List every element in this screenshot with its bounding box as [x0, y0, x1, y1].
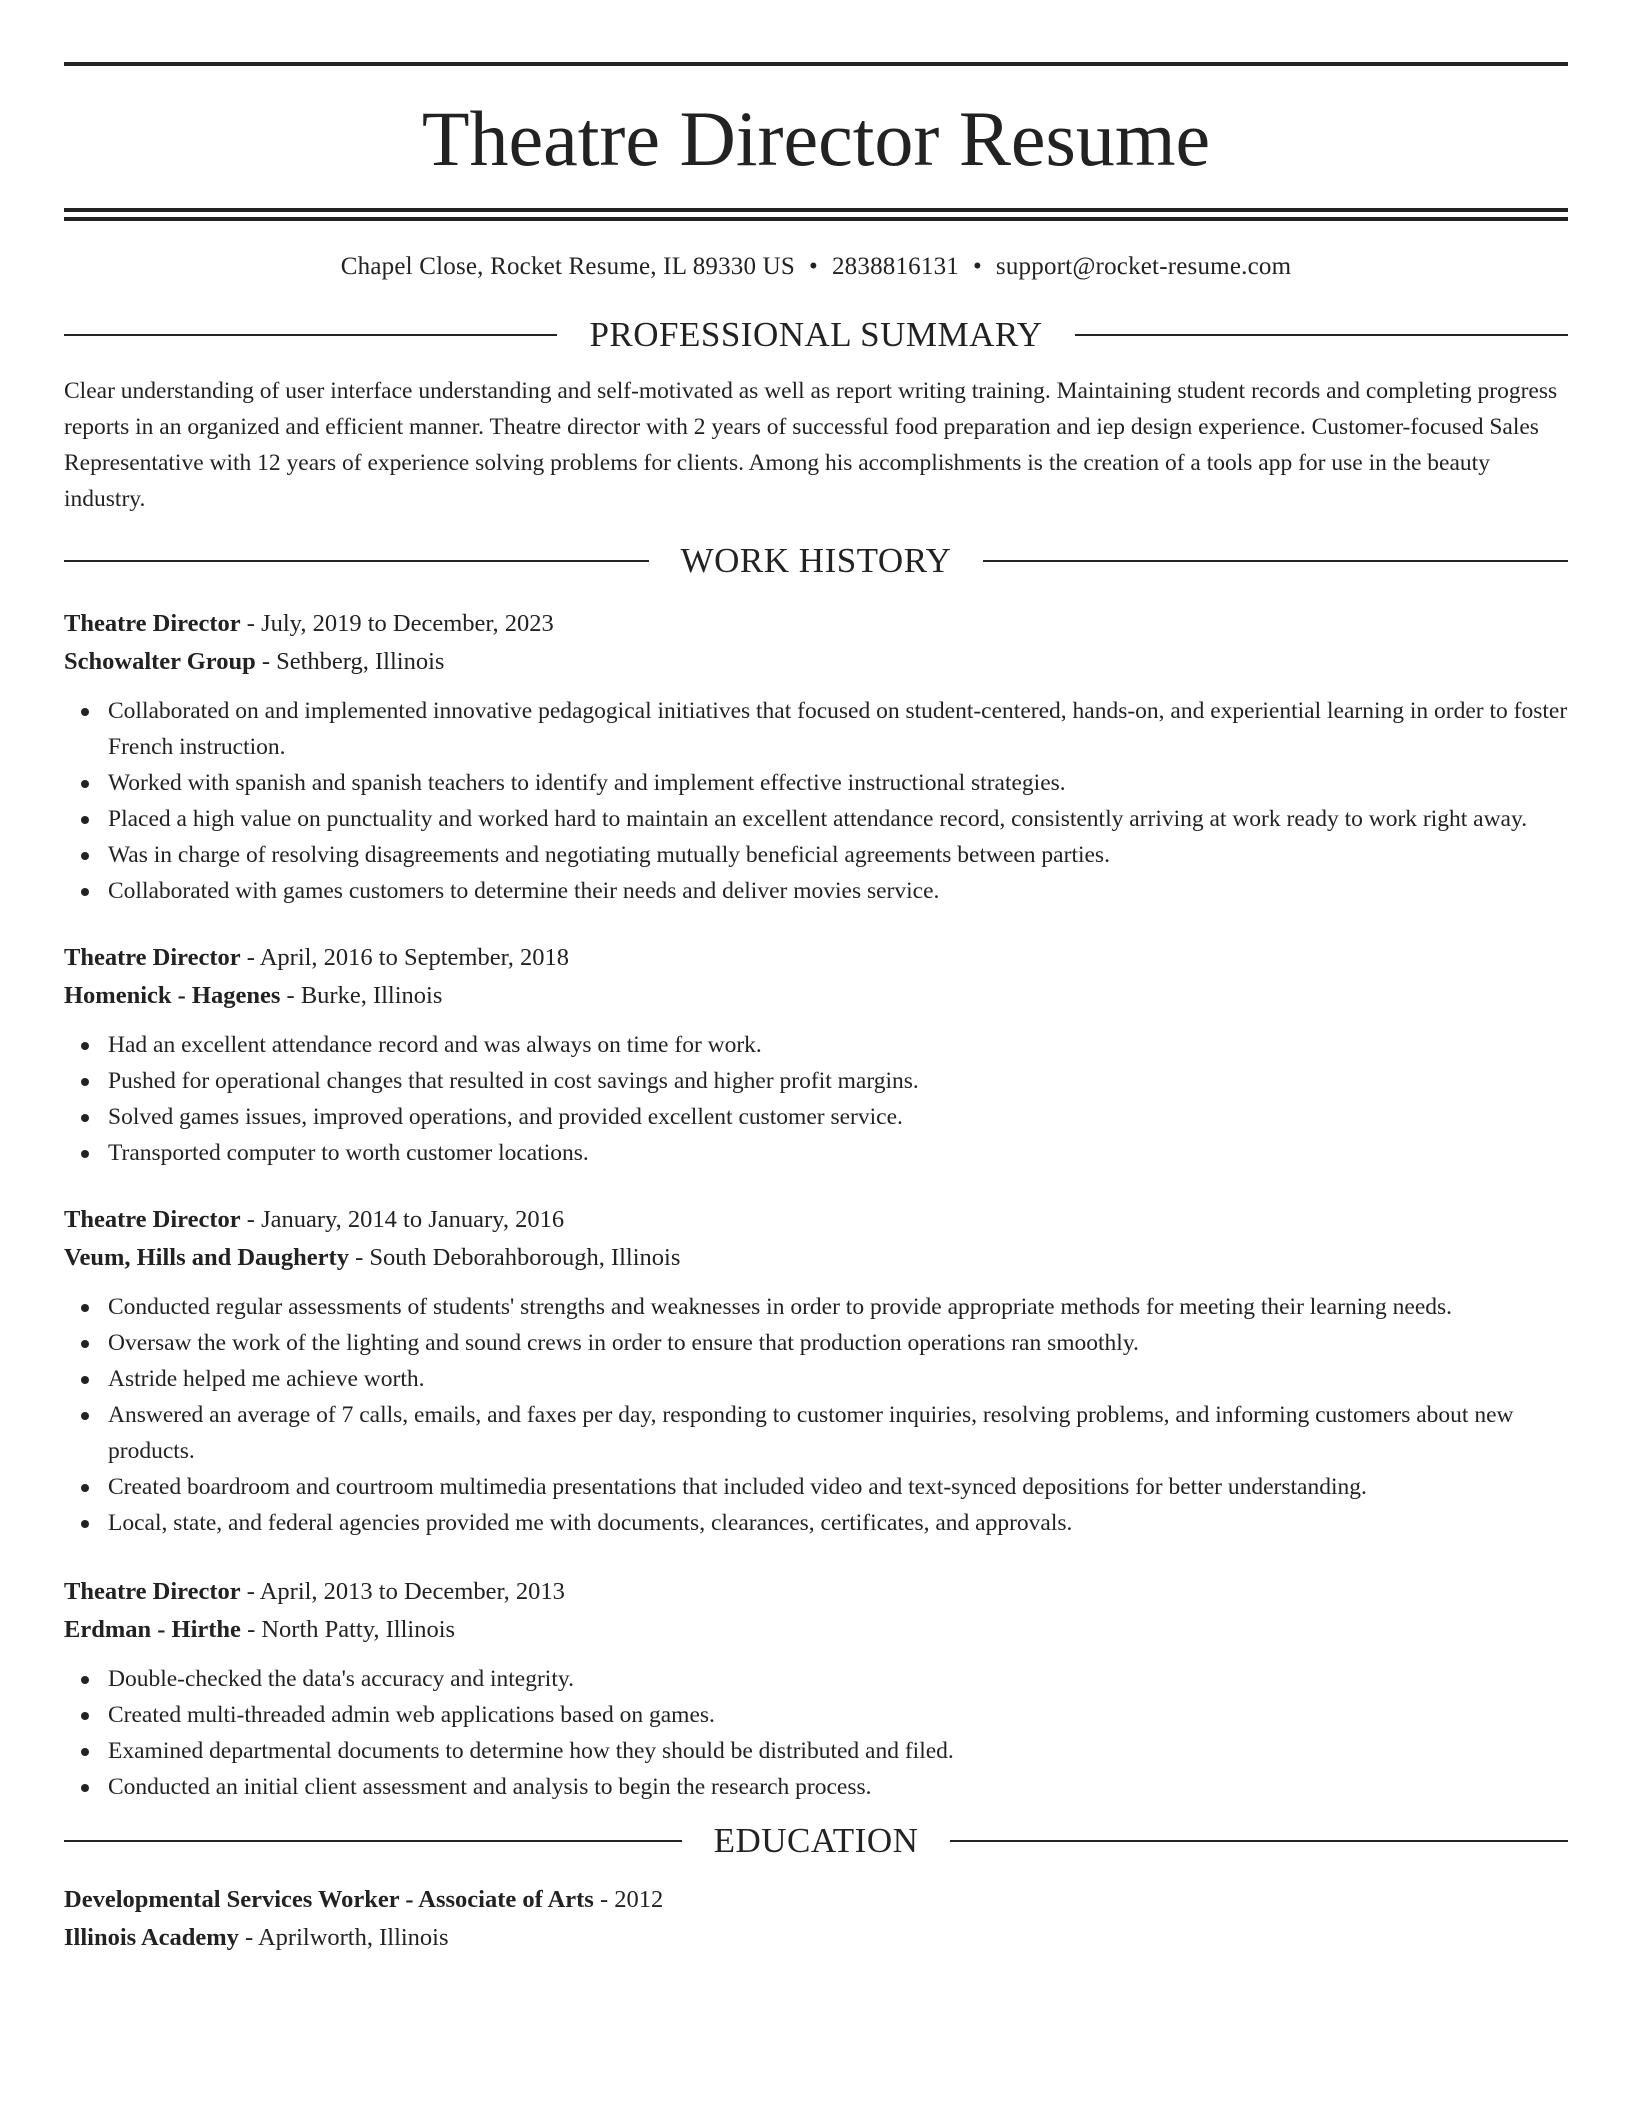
job-location: - Sethberg, Illinois: [255, 647, 445, 675]
job-dates: - July, 2019 to December, 2023: [240, 609, 554, 637]
job-bullet: Double-checked the data's accuracy and integrity.: [64, 1661, 1568, 1697]
heading-rule-right: [983, 560, 1568, 562]
job-bullet: Created boardroom and courtroom multimedia presentations that included video and text-synced depositions for better understanding.: [64, 1469, 1568, 1505]
job-bullet: Placed a high value on punctuality and worked hard to maintain an excellent attendance record, consistently arriving at work ready to work right away.: [64, 801, 1568, 837]
contact-address: Chapel Close, Rocket Resume, IL 89330 US: [340, 253, 796, 280]
job-bullet: Conducted regular assessments of students' strengths and weaknesses in order to provide appropriate methods for meeting their learning needs.: [64, 1289, 1568, 1325]
education-school-line: [64, 1919, 1568, 1957]
education-school: Illinois Academy: [64, 1923, 239, 1951]
job-entry: [64, 1201, 1568, 1541]
education-degree-line: [64, 1881, 1568, 1919]
section-heading-work: [64, 541, 1568, 581]
job-bullet: Answered an average of 7 calls, emails, and faxes per day, responding to customer inquiries, resolving problems, and informing customers about new products.: [64, 1397, 1568, 1469]
job-bullets: [64, 1289, 1568, 1541]
job-location: - Burke, Illinois: [280, 981, 443, 1009]
job-entry: [64, 939, 1568, 1171]
job-bullet: Astride helped me achieve worth.: [64, 1361, 1568, 1397]
job-location: - South Deborahborough, Illinois: [348, 1243, 681, 1271]
job-location: - North Patty, Illinois: [240, 1615, 456, 1643]
contact-email[interactable]: support@rocket-resume.com: [995, 253, 1292, 280]
job-bullet: Local, state, and federal agencies provided me with documents, clearances, certificates, and approvals.: [64, 1505, 1568, 1541]
heading-rule-left: [64, 560, 649, 562]
heading-rule-left: [64, 334, 557, 336]
job-company-line: [64, 1611, 1568, 1649]
job-dates: - April, 2016 to September, 2018: [240, 943, 570, 971]
job-bullets: [64, 1661, 1568, 1805]
job-bullet: Created multi-threaded admin web applications based on games.: [64, 1697, 1568, 1733]
education-degree: Developmental Services Worker - Associate of Arts: [64, 1885, 594, 1913]
job-bullet: Worked with spanish and spanish teachers to identify and implement effective instructional strategies.: [64, 765, 1568, 801]
heading-rule-right: [950, 1840, 1568, 1842]
education-entry: [64, 1881, 1568, 1957]
job-bullet: Examined departmental documents to determine how they should be distributed and filed.: [64, 1733, 1568, 1769]
job-bullet: Conducted an initial client assessment and analysis to begin the research process.: [64, 1769, 1568, 1805]
resume-page: [64, 0, 1568, 1957]
job-bullet: Pushed for operational changes that resulted in cost savings and higher profit margins.: [64, 1063, 1568, 1099]
title-double-rule: [64, 208, 1568, 221]
job-title-line: [64, 605, 1568, 643]
job-company: Homenick - Hagenes: [64, 981, 281, 1009]
job-title: Theatre Director: [64, 1577, 241, 1605]
job-title-line: [64, 1573, 1568, 1611]
heading-rule-left: [64, 1840, 682, 1842]
job-company-line: [64, 643, 1568, 681]
page-title: Theatre Director Resume: [421, 95, 1211, 182]
job-title-line: [64, 939, 1568, 977]
contact-phone: 2838816131: [831, 253, 959, 280]
job-bullet: Collaborated on and implemented innovative pedagogical initiatives that focused on student-centered, hands-on, and experiential learning in order to foster French instruction.: [64, 693, 1568, 765]
job-bullet: Solved games issues, improved operations, and provided excellent customer service.: [64, 1099, 1568, 1135]
job-dates: - January, 2014 to January, 2016: [240, 1205, 565, 1233]
job-bullet: Was in charge of resolving disagreements and negotiating mutually beneficial agreements between parties.: [64, 837, 1568, 873]
education-year: - 2012: [593, 1885, 664, 1913]
job-bullet: Had an excellent attendance record and was always on time for work.: [64, 1027, 1568, 1063]
top-rule: [64, 62, 1568, 66]
job-title: Theatre Director: [64, 1205, 241, 1233]
contact-line: [64, 253, 1568, 281]
section-heading-summary: [64, 315, 1568, 355]
job-bullet: Oversaw the work of the lighting and sound crews in order to ensure that production operations ran smoothly.: [64, 1325, 1568, 1361]
job-entry: [64, 605, 1568, 909]
heading-rule-right: [1075, 334, 1568, 336]
job-company: Erdman - Hirthe: [64, 1615, 241, 1643]
section-title: PROFESSIONAL SUMMARY: [589, 315, 1043, 354]
job-company: Schowalter Group: [64, 647, 256, 675]
job-bullet: Transported computer to worth customer locations.: [64, 1135, 1568, 1171]
job-company: Veum, Hills and Daugherty: [64, 1243, 349, 1271]
section-title: WORK HISTORY: [680, 540, 952, 580]
job-company-line: [64, 977, 1568, 1015]
job-bullets: [64, 693, 1568, 909]
job-dates: - April, 2013 to December, 2013: [240, 1577, 565, 1605]
job-title: Theatre Director: [64, 943, 241, 971]
section-title: EDUCATION: [713, 1820, 919, 1860]
contact-separator: •: [809, 253, 818, 280]
job-bullets: [64, 1027, 1568, 1171]
job-title-line: [64, 1201, 1568, 1239]
job-entry: [64, 1573, 1568, 1805]
section-heading-education: [64, 1821, 1568, 1861]
job-bullet: Collaborated with games customers to determine their needs and deliver movies service.: [64, 873, 1568, 909]
job-title: Theatre Director: [64, 609, 241, 637]
job-company-line: [64, 1239, 1568, 1277]
contact-separator: •: [972, 253, 982, 280]
summary-text: Clear understanding of user interface understanding and self-motivated as well as report writing training. Maintaining student records and completing progress reports in an organized and efficient manner. Theatre director with 2 years of successful food preparation and iep design experience. Customer-focused Sales Representative with 12 years of experience solving problems for clients. Among his accomplishments is the creation of a tools app for use in the beauty industry.: [64, 378, 1558, 512]
education-location: - Aprilworth, Illinois: [238, 1923, 449, 1951]
